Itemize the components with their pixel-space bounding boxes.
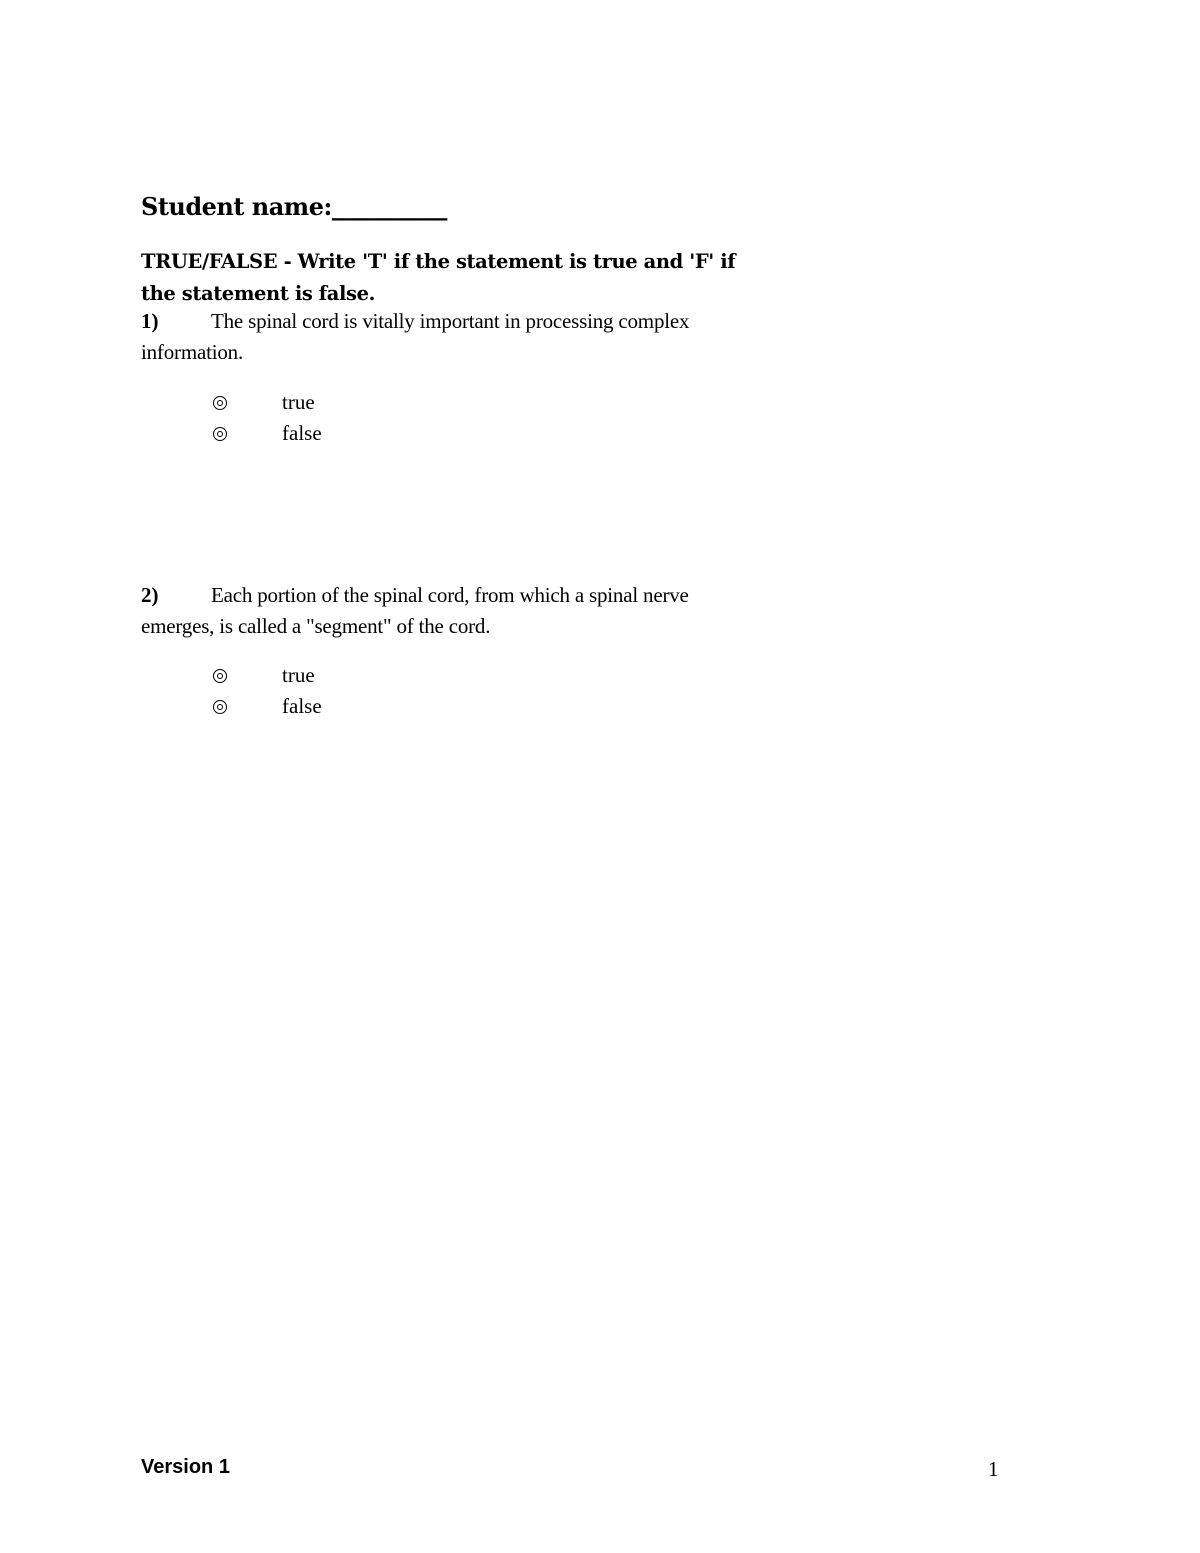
question-text: The spinal cord is vitally important in processing complex information. xyxy=(141,309,690,364)
student-name-label: Student name:__________ xyxy=(141,192,447,221)
question-2-options xyxy=(213,660,613,722)
option-true[interactable] xyxy=(213,660,613,691)
question-1 xyxy=(141,306,741,368)
question-number: 2) xyxy=(141,583,159,607)
question-1-options xyxy=(213,387,613,449)
question-2 xyxy=(141,580,741,642)
option-label: false xyxy=(282,694,322,718)
option-false[interactable] xyxy=(213,691,613,722)
question-number: 1) xyxy=(141,309,159,333)
radio-button-icon[interactable] xyxy=(213,427,227,441)
radio-button-icon[interactable] xyxy=(213,700,227,714)
radio-button-icon[interactable] xyxy=(213,669,227,683)
instructions-text: TRUE/FALSE - Write 'T' if the statement is true and 'F' if the statement is false. xyxy=(141,250,736,305)
option-label: true xyxy=(282,663,315,687)
footer-page-number: 1 xyxy=(988,1457,999,1481)
footer-version: Version 1 xyxy=(141,1456,230,1478)
option-label: false xyxy=(282,421,322,445)
option-true[interactable] xyxy=(213,387,613,418)
question-text: Each portion of the spinal cord, from which a spinal nerve emerges, is called a "segment" of the cord. xyxy=(141,583,689,638)
radio-button-icon[interactable] xyxy=(213,396,227,410)
option-label: true xyxy=(282,390,315,414)
option-false[interactable] xyxy=(213,418,613,449)
